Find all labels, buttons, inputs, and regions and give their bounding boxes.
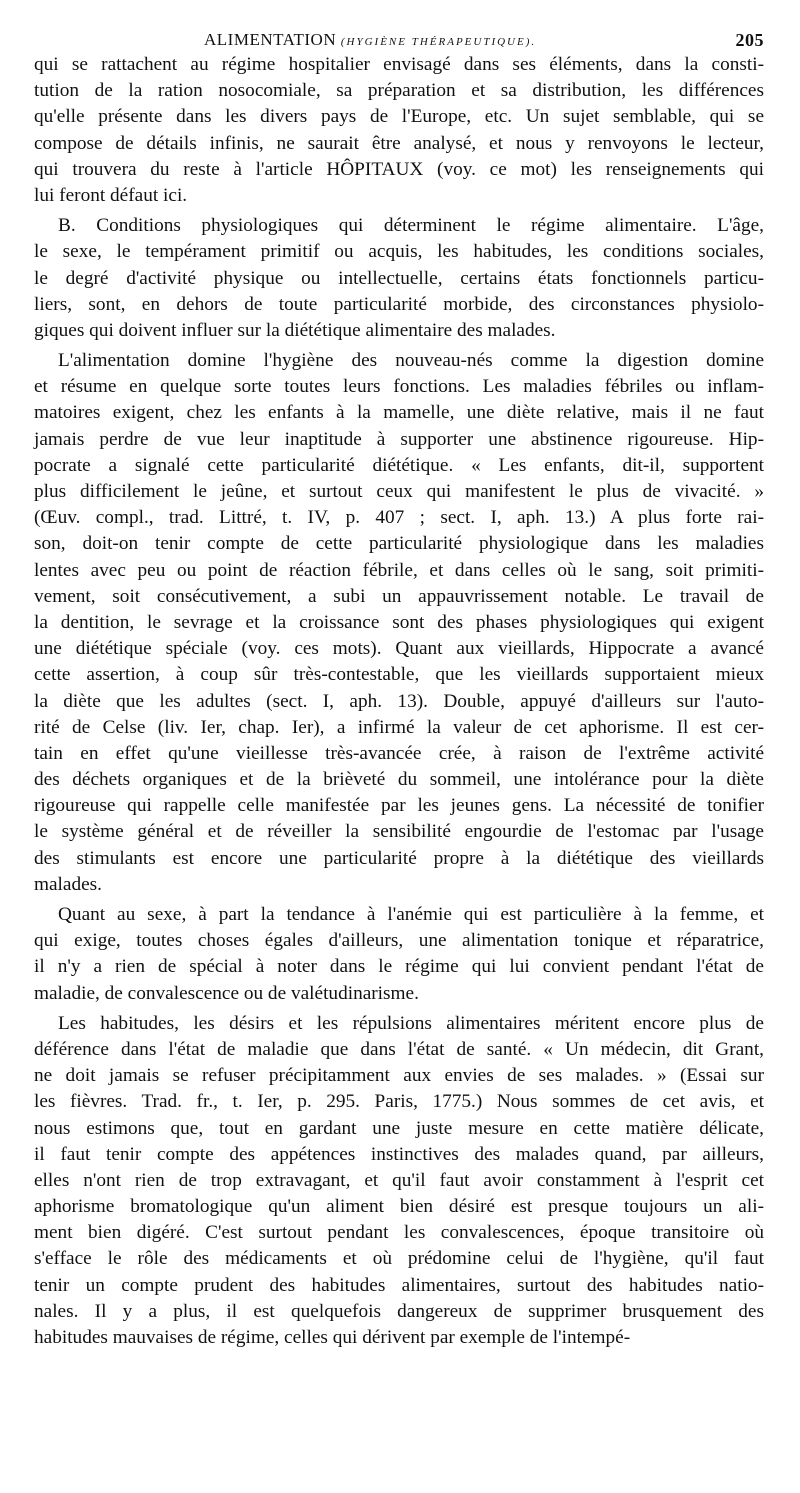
text-line: Les habitudes, les désirs et les répulsions alimentaires méritent encore plus de xyxy=(58,1012,764,1034)
text-line: le système général et de réveiller la sensibilité engourdie de l'estomac par l'usage xyxy=(34,821,764,843)
text-line: le degré d'activité physique ou intellectuelle, certains états fonctionnels particu- xyxy=(34,267,764,289)
text-line: les fièvres. Trad. fr., t. Ier, p. 295. Paris, 1775.) Nous sommes de cet avis, et xyxy=(34,1091,764,1113)
text-line: qui trouvera du reste à l'article HÔPITAUX (voy. ce mot) les renseignements qui xyxy=(34,158,764,180)
text-line: qu'elle présente dans les divers pays de l'Europe, etc. Un sujet semblable, qui se xyxy=(34,106,764,128)
text-line: Quant au sexe, à part la tendance à l'anémie qui est particulière à la femme, et xyxy=(58,904,764,925)
running-head-title-main: ALIMENTATION xyxy=(204,30,337,49)
text-line: il faut tenir compte des appétences instinctives des malades quand, par ailleurs, xyxy=(34,1143,764,1165)
running-head-title xyxy=(204,30,536,50)
text-line: (Œuv. compl., trad. Littré, t. IV, p. 407 ; sect. I, aph. 13.) A plus forte rai- xyxy=(34,507,764,529)
text-line: qui exige, toutes choses égales d'ailleurs, une alimentation tonique et réparatrice, xyxy=(34,930,764,952)
text-line: des déchets organiques et de la brièveté du sommeil, une intolérance pour la diète xyxy=(34,769,764,791)
text-line: nous estimons que, tout en gardant une juste mesure en cette matière délicate, xyxy=(34,1117,764,1139)
text-line: des stimulants est encore une particularité propre à la diététique des vieillards xyxy=(34,847,764,869)
text-line: le sexe, le tempérament primitif ou acquis, les habitudes, les conditions sociales, xyxy=(34,241,764,263)
text-line: liers, sont, en dehors de toute particularité morbide, des circonstances physiolo- xyxy=(34,293,764,315)
text-line: pocrate a signalé cette particularité diététique. « Les enfants, dit-il, supportent xyxy=(34,454,764,476)
text-line: ne doit jamais se refuser précipitamment aux envies de ses malades. » (Essai sur xyxy=(34,1065,764,1087)
text-line: plus difficilement le jeûne, et surtout ceux qui manifestent le plus de vivacité. » xyxy=(34,481,764,502)
text-line: la dentition, le sevrage et la croissance sont des phases physiologiques qui exigent xyxy=(34,611,764,633)
text-line: une diététique spéciale (voy. ces mots). Quant aux vieillards, Hippocrate a avancé xyxy=(34,638,764,660)
paragraph xyxy=(34,902,764,1007)
text-line: la diète que les adultes (sect. I, aph. 13). Double, appuyé d'ailleurs sur l'auto- xyxy=(34,690,764,712)
text-line: elles n'ont rien de trop extravagant, et qu'il faut avoir constamment à l'esprit cet xyxy=(34,1169,764,1191)
text-line: tution de la ration nosocomiale, sa préparation et sa distribution, les différences xyxy=(34,80,764,102)
text-line: tenir un compte prudent des habitudes alimentaires, surtout des habitudes natio- xyxy=(34,1274,764,1296)
text-line: il n'y a rien de spécial à noter dans le régime qui lui convient pendant l'état de xyxy=(34,956,764,978)
page-number: 205 xyxy=(735,30,764,50)
paragraph xyxy=(34,1011,764,1351)
text-line: lui feront défaut ici. xyxy=(34,184,188,206)
text-line: ment bien digéré. C'est surtout pendant les convalescences, époque transitoire où xyxy=(34,1222,764,1244)
text-line: malades. xyxy=(34,873,102,895)
text-line: qui se rattachent au régime hospitalier envisagé dans ses éléments, dans la consti- xyxy=(34,54,764,75)
text-line: rigoureuse qui rappelle celle manifestée par les jeunes gens. La nécessité de tonifier xyxy=(34,795,764,817)
text-line: L'alimentation domine l'hygiène des nouveau-nés comme la digestion domine xyxy=(58,350,764,372)
text-line: habitudes mauvaises de régime, celles qui dérivent par exemple de l'intempé- xyxy=(34,1327,631,1348)
body-text xyxy=(34,52,764,1351)
paragraph xyxy=(34,52,764,209)
text-line: son, doit-on tenir compte de cette particularité physiologique dans les maladies xyxy=(34,533,764,555)
text-line: cette assertion, à coup sûr très-contestable, que les vieillards supportaient mieux xyxy=(34,664,764,686)
text-line: déférence dans l'état de maladie que dans l'état de santé. « Un médecin, dit Grant, xyxy=(34,1038,764,1060)
running-head-subtitle: (HYGIÈNE THÉRAPEUTIQUE). xyxy=(340,36,537,48)
text-line: aphorisme bromatologique qu'un aliment bien désiré est presque toujours un ali- xyxy=(34,1196,764,1218)
text-line: tain en effet qu'une vieillesse très-avancée crée, à raison de l'extrême activité xyxy=(34,742,764,764)
text-line: vement, soit consécutivement, a subi un appauvrissement notable. Le travail de xyxy=(34,585,764,607)
text-line: jamais perdre de vue leur inaptitude à supporter une abstinence rigoureuse. Hip- xyxy=(34,428,764,450)
page xyxy=(34,22,764,1351)
running-head xyxy=(34,22,764,52)
text-line: et résume en quelque sorte toutes leurs fonctions. Les maladies fébriles ou inflam- xyxy=(34,376,764,398)
text-line: nales. Il y a plus, il est quelquefois dangereux de supprimer brusquement des xyxy=(34,1300,764,1322)
text-line: B. Conditions physiologiques qui déterminent le régime alimentaire. L'âge, xyxy=(58,215,764,237)
text-line: s'efface le rôle des médicaments et où prédomine celui de l'hygiène, qu'il faut xyxy=(34,1248,764,1270)
paragraph xyxy=(34,213,764,344)
text-line: matoires exigent, chez les enfants à la mamelle, une diète relative, mais il ne faut xyxy=(34,402,764,424)
text-line: rité de Celse (liv. Ier, chap. Ier), a infirmé la valeur de cet aphorisme. Il est cer- xyxy=(34,716,764,738)
text-line: maladie, de convalescence ou de valétudinarisme. xyxy=(34,982,419,1004)
paragraph xyxy=(34,348,764,898)
text-line: lentes avec peu ou point de réaction fébrile, et dans celles où le sang, soit primiti- xyxy=(34,559,764,581)
text-line: giques qui doivent influer sur la diététique alimentaire des malades. xyxy=(34,319,556,341)
text-line: compose de détails infinis, ne saurait être analysé, et nous y renvoyons le lecteur, xyxy=(34,132,764,154)
